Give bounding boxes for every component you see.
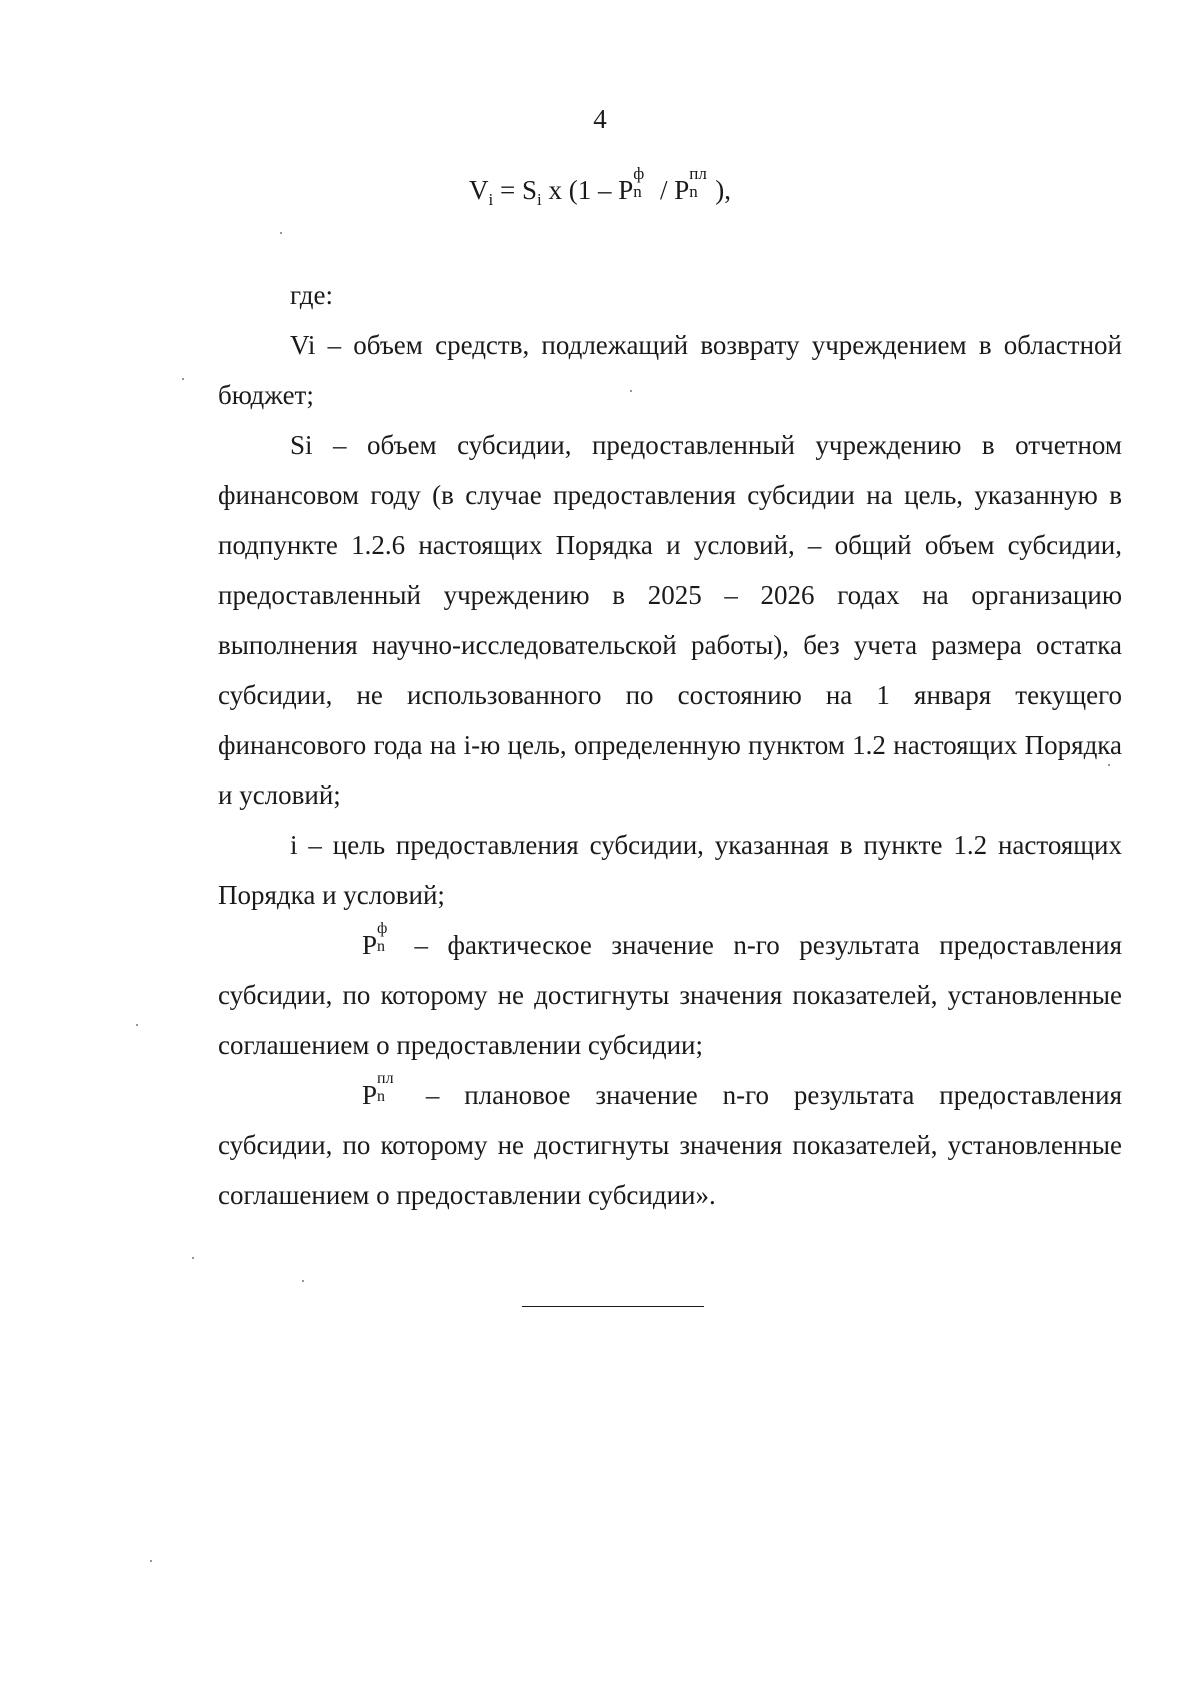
scan-speck — [280, 232, 282, 234]
p-plan-indices — [377, 1070, 401, 1108]
p-plan-text: – плановое значение n-го результата предоставления субсидии, по которому не достигнуты значения показателей, установленные соглашением о предоставлении субсидии». — [218, 1080, 1122, 1210]
formula-p2-sub: n — [689, 182, 698, 201]
scan-speck — [1108, 764, 1110, 766]
definition-p-plan — [218, 1070, 1122, 1220]
definitions-block — [218, 270, 1122, 1220]
scan-speck — [630, 390, 632, 392]
p-plan-sup: пл — [377, 1070, 394, 1087]
formula-p1-indices — [633, 164, 653, 205]
formula-mid: x (1 – P — [541, 175, 634, 205]
formula-p1-sub: n — [633, 182, 642, 201]
p-fact-letter: P — [362, 930, 378, 960]
return-volume-formula — [0, 164, 1200, 218]
formula-div: / P — [653, 175, 690, 205]
formula-eq: = S — [493, 175, 537, 205]
definition-i: i – цель предоставления субсидии, указанная в пункте 1.2 настоящих Порядка и условий; — [218, 830, 1122, 910]
scan-speck — [150, 1560, 152, 1562]
formula-lhs-sub: i — [488, 190, 494, 209]
p-fact-sup: ф — [377, 920, 388, 937]
scan-speck — [182, 378, 184, 380]
p-fact-symbol — [290, 920, 395, 970]
definition-p-fact — [218, 920, 1122, 1070]
formula-s-sub: i — [536, 190, 542, 209]
p-fact-indices — [377, 920, 395, 958]
formula-end: ), — [715, 175, 731, 205]
formula-p2-sup: пл — [689, 164, 707, 183]
p-plan-sub: n — [377, 1088, 386, 1105]
p-plan-letter: P — [362, 1080, 378, 1110]
scan-speck — [192, 1257, 194, 1259]
p-plan-symbol — [290, 1070, 401, 1120]
formula-p1-sup: ф — [633, 164, 645, 183]
scan-speck — [302, 1280, 304, 1282]
formula-lhs: V — [468, 175, 489, 205]
definition-si: Si – объем субсидии, предоставленный учреждению в отчетном финансовом году (в случае предоставления субсидии на цель, указанную в подпункте 1.2.6 настоящих Порядка и условий, – общий объем субсидии, предоставленный учреждению в 2025 – 2026 годах на организацию выполнения научно-исследовательской работы), без учета размера остатка субсидии, не использованного по состоянию на 1 января текущего финансового года на i-ю цель, определенную пунктом 1.2 настоящих Порядка и условий; — [218, 430, 1122, 810]
formula-p2-indices — [689, 164, 715, 205]
page-number: 4 — [593, 104, 607, 134]
scan-speck — [136, 1024, 138, 1026]
p-fact-text: – фактическое значение n-го результата предоставления субсидии, по которому не достигнуты значения показателей, установленные соглашением о предоставлении субсидии; — [218, 930, 1122, 1060]
closing-rule — [522, 1306, 704, 1307]
definition-vi: Vi – объем средств, подлежащий возврату учреждением в областной бюджет; — [218, 330, 1122, 410]
p-fact-sub: n — [377, 938, 386, 955]
where-label: где: — [290, 280, 333, 310]
